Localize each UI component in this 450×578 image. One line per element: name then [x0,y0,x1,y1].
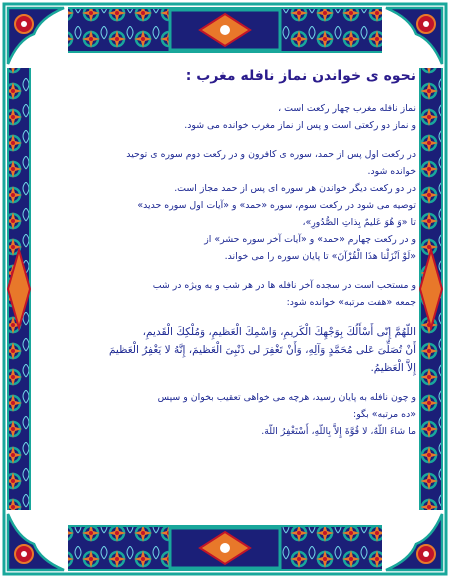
paragraph-intro [34,100,416,134]
corner-bottom-right [382,510,444,572]
text-line: و در رکعت چهارم «حمد» و «آیات آخر سوره حشر» از [204,234,416,245]
paragraph-sajdah [34,277,416,311]
text-line: در رکعت اول پس از حمد، سوره ی کافرون و در رکعت دوم سوره ی توحید [126,149,416,160]
corner-top-left [6,6,68,68]
text-line: توصیه می شود در رکعت سوم، سوره «حمد» و «آیات اول سوره حدید» [137,200,416,211]
dua-line: أَنْ تُصَلِّیَ عَلی مُحَمَّدٍ وَآلِهِ، وَأَنْ تَغْفِرَ لی ذَنْبِیَ الْعَظیمَ، إِنَّهُ لا یَغْفِرُ الْعَظیمَ [108,344,416,356]
text-line: و نماز دو رکعتی است و پس از نماز مغرب خوانده می شود. [184,120,416,131]
top-medallion [170,10,280,50]
text-line: در دو رکعت دیگر خواندن هر سوره ای پس از حمد مجاز است. [174,183,416,194]
text-line: جمعه «هفت مرتبه» خوانده شود: [286,297,416,308]
text-line: و چون نافله به پایان رسید، هرچه می خواهی تعقیب بخوان و سپس [157,392,416,403]
text-panel [34,66,416,514]
corner-top-right [382,6,444,68]
bottom-medallion [170,528,280,568]
text-line: تا «وَ هُوَ عَلیمٌ بِذاتِ الصُّدُورِ»، [302,217,416,228]
text-line: و مستحب است در سجده آخر نافله ها در هر شب و به ویژه در شب [152,280,416,291]
paragraph-rakats [34,146,416,265]
dua-line: إِلاَّ الْعَظیمُ. [370,362,416,374]
corner-bottom-left [6,510,68,572]
text-line: خوانده شود. [367,166,416,177]
text-line: «لَوْ اَنْزَلْنا هذَا الْقُرْآنَ» تا پایان سوره را می خواند. [224,251,416,262]
dua-line: اللّهُمَّ إِنّی أَسْأَلُكَ بِوَجْهِكَ الْكَریمِ، وَاسْمِكَ الْعَظیمِ، وَمُلْكِكَ الْقَدیمِ، [142,326,416,338]
paragraph-taqib [34,389,416,440]
text-line: نماز نافله مغرب چهار رکعت است ، [278,103,416,114]
page-title: نحوه ی خواندن نماز نافله مغرب : [185,68,416,84]
dua-line: ما شاءَ اللّهُ، لا قُوَّةَ إِلاَّ بِاللّهِ، أَسْتَغْفِرُ اللّهَ. [261,426,416,437]
dua-arabic [34,323,416,377]
text-line: «ده مرتبه» بگو: [353,409,416,420]
